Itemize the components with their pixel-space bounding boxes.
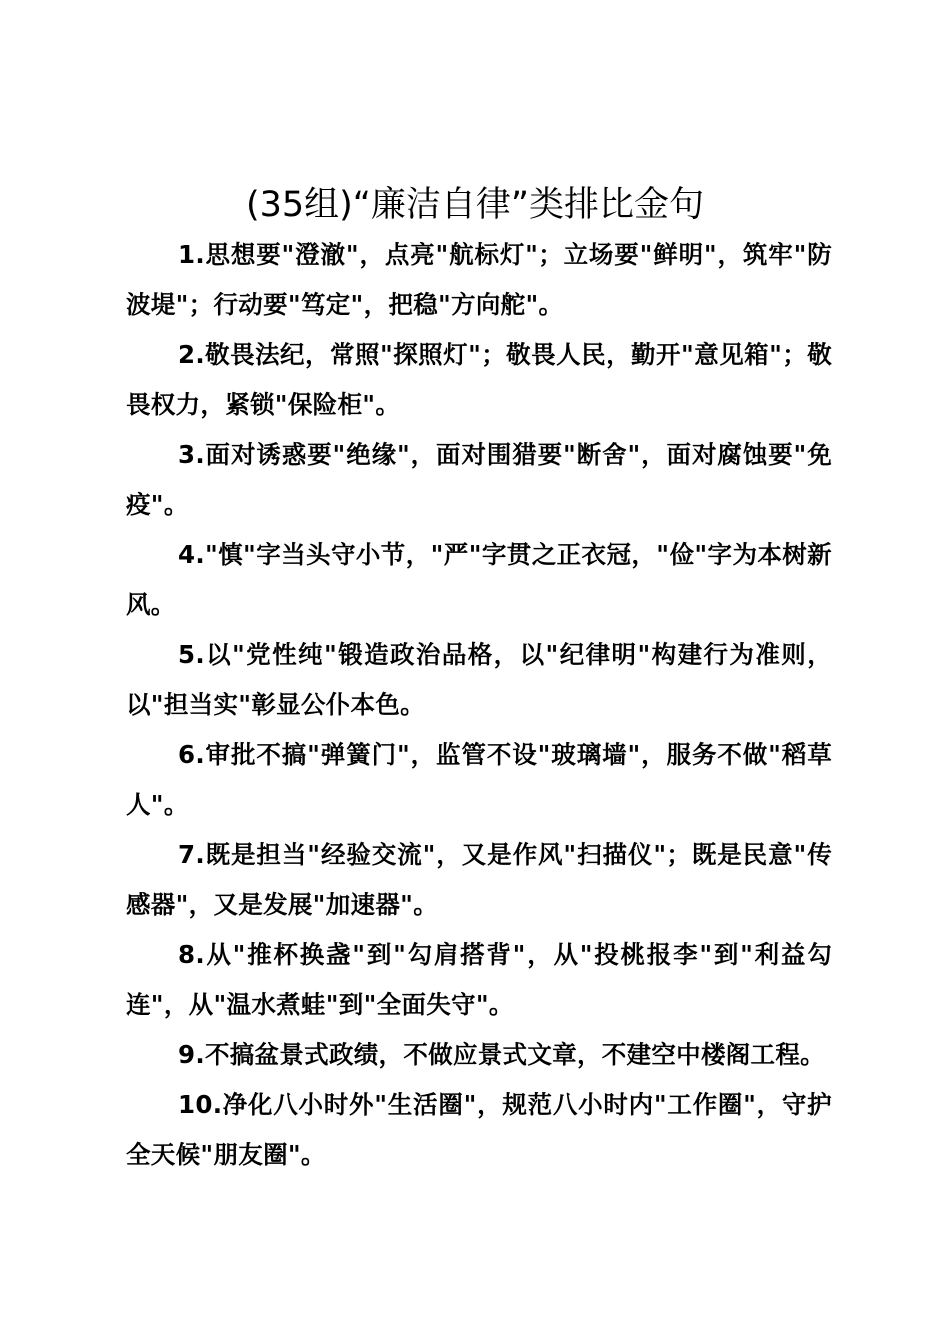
paragraph-6: 6.审批不搞"弹簧门"，监管不设"玻璃墙"，服务不做"稻草人"。: [126, 740, 832, 819]
paragraph-2: 2.敬畏法纪，常照"探照灯"；敬畏人民，勤开"意见箱"；敬畏权力，紧锁"保险柜"。: [126, 340, 832, 419]
paragraph-4: 4."慎"字当头守小节，"严"字贯之正衣冠，"俭"字为本树新风。: [126, 540, 832, 619]
document-body: [126, 230, 832, 1180]
document-title: (35组)“廉洁自律”类排比金句: [245, 185, 705, 225]
paragraph-1: 1.思想要"澄澈"，点亮"航标灯"；立场要"鲜明"，筑牢"防波堤"；行动要"笃定"，把稳"方向舵"。: [126, 240, 832, 319]
paragraph-3: 3.面对诱惑要"绝缘"，面对围猎要"断舍"，面对腐蚀要"免疫"。: [126, 440, 832, 519]
paragraph-7: 7.既是担当"经验交流"，又是作风"扫描仪"；既是民意"传感器"，又是发展"加速器"。: [126, 840, 832, 919]
paragraph-9: 9.不搞盆景式政绩，不做应景式文章，不建空中楼阁工程。: [178, 1040, 825, 1069]
paragraph-5: 5.以"党性纯"锻造政治品格，以"纪律明"构建行为准则，以"担当实"彰显公仆本色。: [126, 640, 832, 719]
paragraph-10: 10.净化八小时外"生活圈"，规范八小时内"工作圈"，守护全天候"朋友圈"。: [126, 1090, 832, 1169]
paragraph-8: 8.从"推杯换盏"到"勾肩搭背"，从"投桃报李"到"利益勾连"，从"温水煮蛙"到"全面失守"。: [126, 940, 832, 1019]
